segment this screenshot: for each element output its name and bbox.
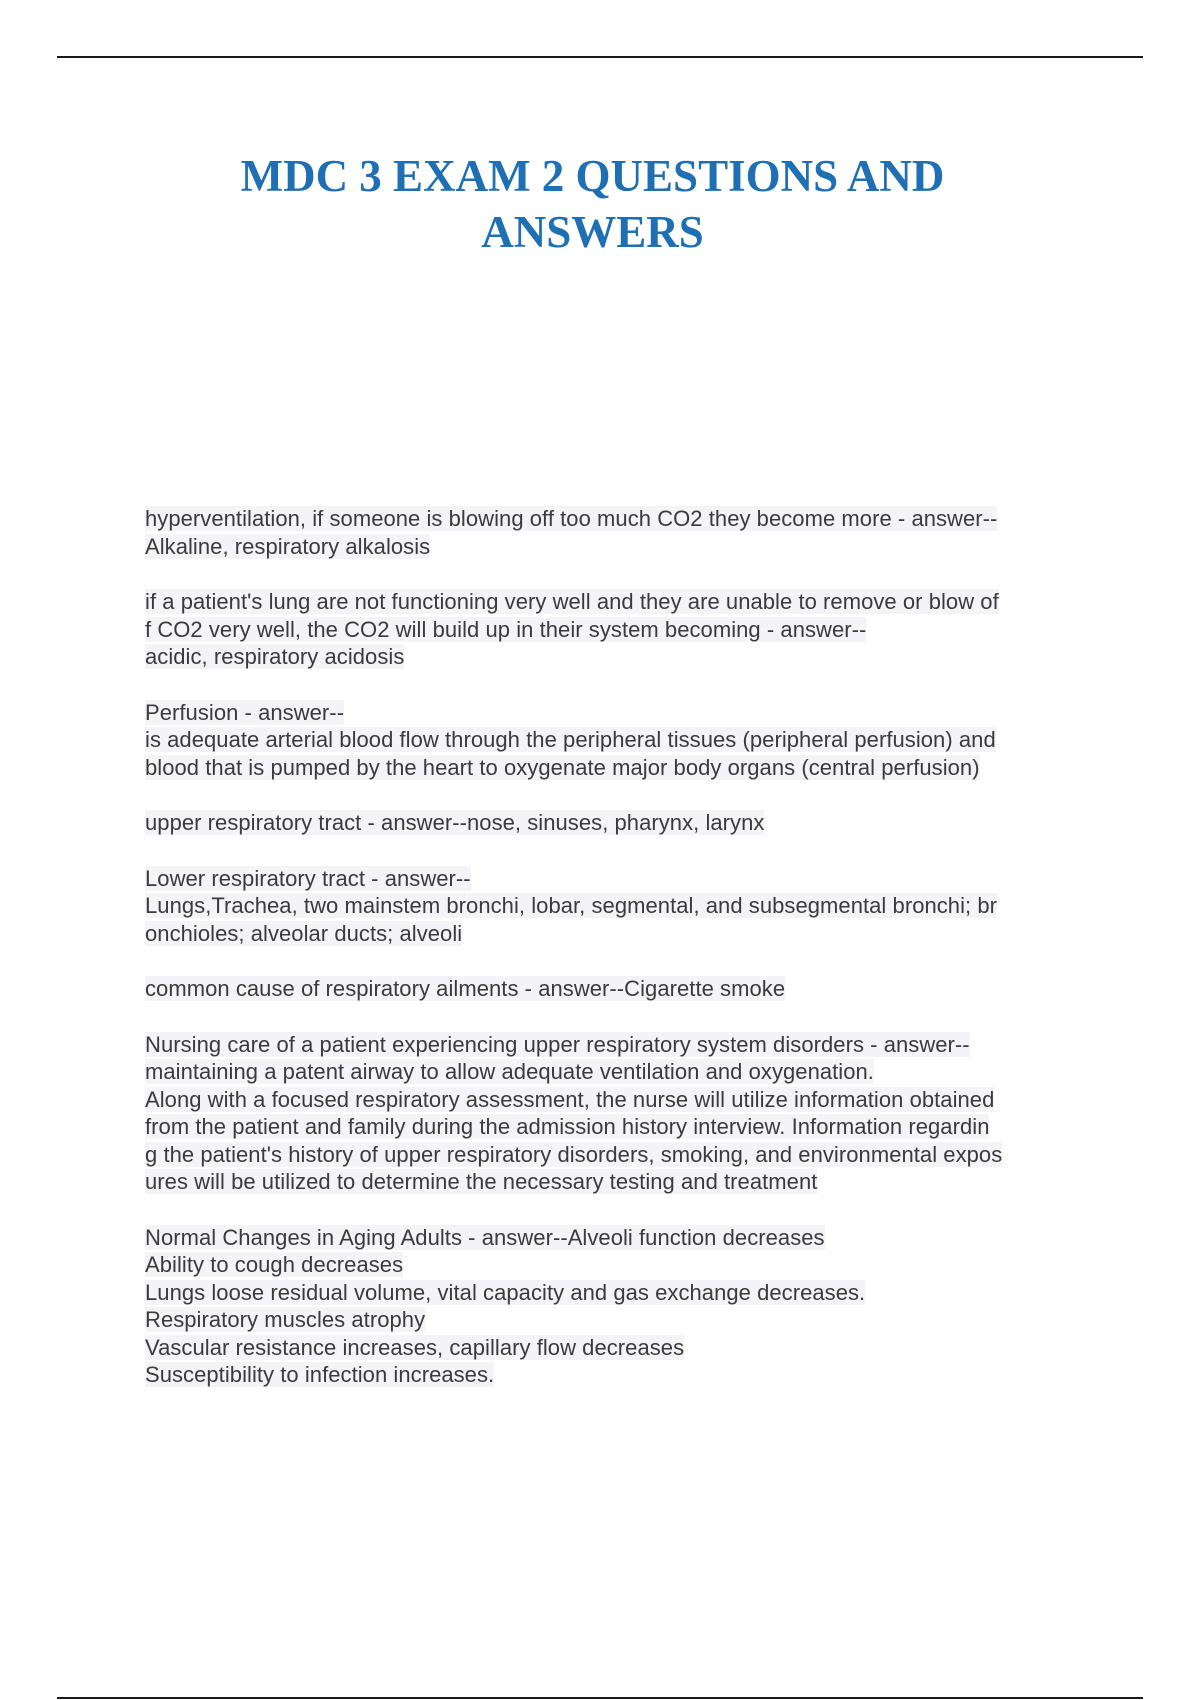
qa-line [145, 1031, 1095, 1059]
qa-line-text: Perfusion - answer-- [145, 699, 345, 725]
qa-line [145, 1086, 1095, 1114]
qa-line-text: Respiratory muscles atrophy [145, 1307, 426, 1332]
qa-line [145, 726, 1095, 754]
page-title [150, 148, 1035, 260]
qa-line-text: onchioles; alveolar ducts; alveoli [145, 920, 463, 946]
qa-line [145, 588, 1095, 616]
qa-line [145, 1251, 1095, 1279]
qa-line [145, 643, 1095, 671]
qa-line-text: Normal Changes in Aging Adults - answer--Alveoli function decreases [145, 1224, 825, 1250]
qa-line [145, 892, 1095, 920]
qa-line-text: Lower respiratory tract - answer-- [145, 865, 471, 891]
qa-line [145, 975, 1095, 1003]
qa-line-text: Alkaline, respiratory alkalosis [145, 533, 431, 559]
title-line-2: ANSWERS [481, 207, 704, 257]
qa-entry [145, 809, 1095, 837]
qa-line [145, 699, 1095, 727]
qa-list [145, 505, 1095, 1417]
qa-entry [145, 505, 1095, 560]
qa-entry [145, 588, 1095, 671]
qa-entry [145, 699, 1095, 782]
qa-line-text: ures will be utilized to determine the necessary testing and treatment [145, 1169, 818, 1194]
qa-line-text: Ability to cough decreases [145, 1252, 404, 1277]
qa-entry [145, 975, 1095, 1003]
bottom-rule [57, 1697, 1143, 1699]
qa-line-text: blood that is pumped by the heart to oxygenate major body organs (central perfusion) [145, 754, 980, 780]
qa-line [145, 1279, 1095, 1307]
qa-line [145, 1361, 1095, 1389]
qa-line [145, 1224, 1095, 1252]
qa-entry [145, 865, 1095, 948]
qa-line [145, 920, 1095, 948]
qa-line-text: Susceptibility to infection increases. [145, 1362, 495, 1387]
qa-line [145, 1141, 1095, 1169]
qa-line [145, 533, 1095, 561]
title-line-1: MDC 3 EXAM 2 QUESTIONS AND [240, 151, 945, 201]
qa-line-text: acidic, respiratory acidosis [145, 644, 405, 669]
qa-line-text: is adequate arterial blood flow through the peripheral tissues (peripheral perfusion) and [145, 727, 996, 752]
qa-line-text: upper respiratory tract - answer--nose, sinuses, pharynx, larynx [145, 810, 765, 835]
qa-line [145, 1113, 1095, 1141]
top-rule [57, 56, 1143, 58]
qa-line-text: Nursing care of a patient experiencing upper respiratory system disorders - answer-- [145, 1031, 970, 1057]
qa-line-text: Lungs loose residual volume, vital capacity and gas exchange decreases. [145, 1279, 866, 1305]
qa-line-text: Along with a focused respiratory assessment, the nurse will utilize information obtained [145, 1086, 995, 1112]
qa-line [145, 1168, 1095, 1196]
qa-line-text: hyperventilation, if someone is blowing off too much CO2 they become more - answer-- [145, 506, 998, 531]
qa-line [145, 1058, 1095, 1086]
qa-line [145, 809, 1095, 837]
qa-line [145, 865, 1095, 893]
qa-line-text: common cause of respiratory ailments - answer--Cigarette smoke [145, 976, 786, 1001]
qa-line [145, 616, 1095, 644]
qa-line [145, 754, 1095, 782]
qa-line-text: g the patient's history of upper respiratory disorders, smoking, and environmental expos [145, 1141, 1003, 1167]
qa-line [145, 1306, 1095, 1334]
qa-line-text: f CO2 very well, the CO2 will build up in their system becoming - answer-- [145, 616, 867, 642]
qa-line [145, 505, 1095, 533]
qa-entry [145, 1224, 1095, 1389]
qa-line [145, 1334, 1095, 1362]
qa-line-text: from the patient and family during the admission history interview. Information regardin [145, 1114, 990, 1139]
qa-line-text: maintaining a patent airway to allow adequate ventilation and oxygenation. [145, 1059, 874, 1084]
qa-entry [145, 1031, 1095, 1196]
qa-line-text: Vascular resistance increases, capillary flow decreases [145, 1334, 685, 1360]
qa-line-text: Lungs,Trachea, two mainstem bronchi, lobar, segmental, and subsegmental bronchi; br [145, 893, 998, 918]
qa-line-text: if a patient's lung are not functioning very well and they are unable to remove or blow of [145, 589, 999, 614]
